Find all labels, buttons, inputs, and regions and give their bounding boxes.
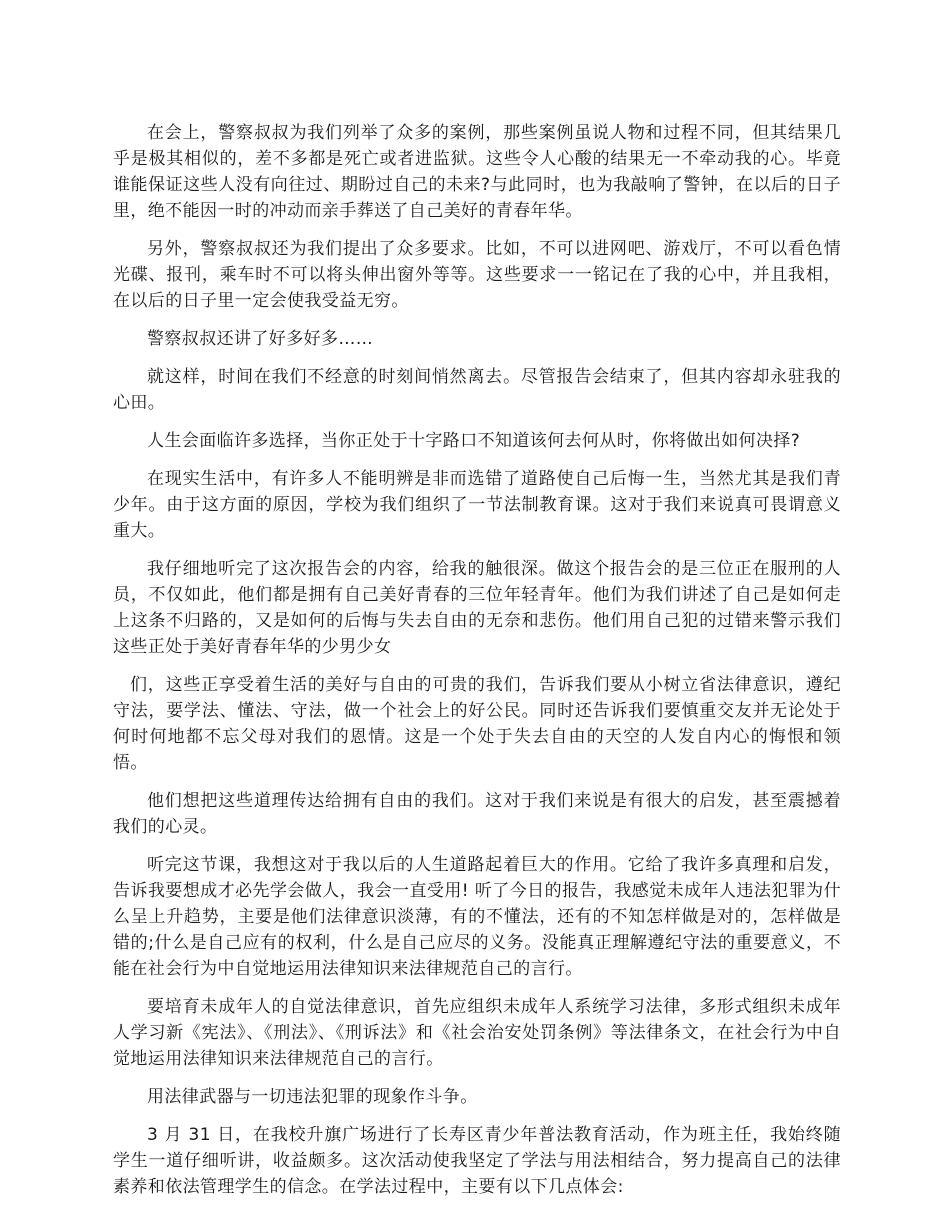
paragraph: 3 月 31 日，在我校升旗广场进行了长寿区青少年普法教育活动，作为班主任，我始终随学生一道仔细听讲，收益颇多。这次活动使我坚定了学法与用法相结合，努力提高自己的法律素养和依法管理学生的信念。在学法过程中，主要有以下几点体会:	[113, 1125, 841, 1197]
paragraph: 们，这些正享受着生活的美好与自由的可贵的我们，告诉我们要从小树立省法律意识，遵纪守法，要学法、懂法、守法，做一个社会上的好公民。同时还告诉我们要慎重交友并无论处于何时何地都不忘父母对我们的恩情。这是一个处于失去自由的天空的人发自内心的悔恨和领悟。	[113, 675, 841, 773]
paragraph: 在会上，警察叔叔为我们列举了众多的案例，那些案例虽说人物和过程不同，但其结果几乎是极其相似的，差不多都是死亡或者进监狱。这些令人心酸的结果无一不牵动我的心。毕竟谁能保证这些人没有向往过、期盼过自己的未来?与此同时，也为我敲响了警钟，在以后的日子里，绝不能因一时的冲动而亲手葬送了自己美好的青春年华。	[113, 123, 841, 221]
document-body	[113, 120, 841, 1212]
paragraph: 我仔细地听完了这次报告会的内容，给我的触很深。做这个报告会的是三位正在服刑的人员，不仅如此，他们都是拥有自己美好青春的三位年轻青年。他们为我们讲述了自己是如何走上这条不归路的，又是如何的后悔与失去自由的无奈和悲伤。他们用自己犯的过错来警示我们这些正处于美好青春年华的少男少女	[113, 559, 841, 657]
paragraph: 在现实生活中，有许多人不能明辨是非而选错了道路使自己后悔一生，当然尤其是我们青少年。由于这方面的原因，学校为我们组织了一节法制教育课。这对于我们来说真可畏谓意义重大。	[113, 469, 841, 541]
paragraph: 用法律武器与一切违法犯罪的现象作斗争。	[147, 1087, 478, 1107]
paragraph: 另外，警察叔叔还为我们提出了众多要求。比如，不可以进网吧、游戏厅，不可以看色情光碟、报刊，乘车时不可以将头伸出窗外等等。这些要求一一铭记在了我的心中，并且我相，在以后的日子里一定会使我受益无穷。	[113, 239, 841, 311]
paragraph: 人生会面临许多选择，当你正处于十字路口不知道该何去何从时，你将做出如何决择?	[147, 431, 801, 451]
paragraph: 就这样，时间在我们不经意的时刻间悄然离去。尽管报告会结束了，但其内容却永驻我的心田。	[113, 367, 841, 413]
paragraph: 听完这节课，我想这对于我以后的人生道路起着巨大的作用。它给了我许多真理和启发，告诉我要想成才必先学会做人，我会一直受用! 听了今日的报告，我感觉未成年人违法犯罪为什么呈上升趋势，主要是他们法律意识淡薄，有的不懂法，还有的不知怎样做是对的，怎样做是错的;什么是自己应有的权利，什么是自己应尽的义务。没能真正理解遵纪守法的重要意义，不能在社会行为中自觉地运用法律知识来法律规范自己的言行。	[113, 855, 841, 979]
paragraph: 他们想把这些道理传达给拥有自由的我们。这对于我们来说是有很大的启发，甚至震撼着我们的心灵。	[113, 791, 841, 837]
paragraph: 警察叔叔还讲了好多好多……	[147, 329, 374, 349]
paragraph: 要培育未成年人的自觉法律意识，首先应组织未成年人系统学习法律，多形式组织未成年人学习新《宪法》、《刑法》、《刑诉法》和《社会治安处罚条例》等法律条文，在社会行为中自觉地运用法律知识来法律规范自己的言行。	[113, 997, 841, 1069]
